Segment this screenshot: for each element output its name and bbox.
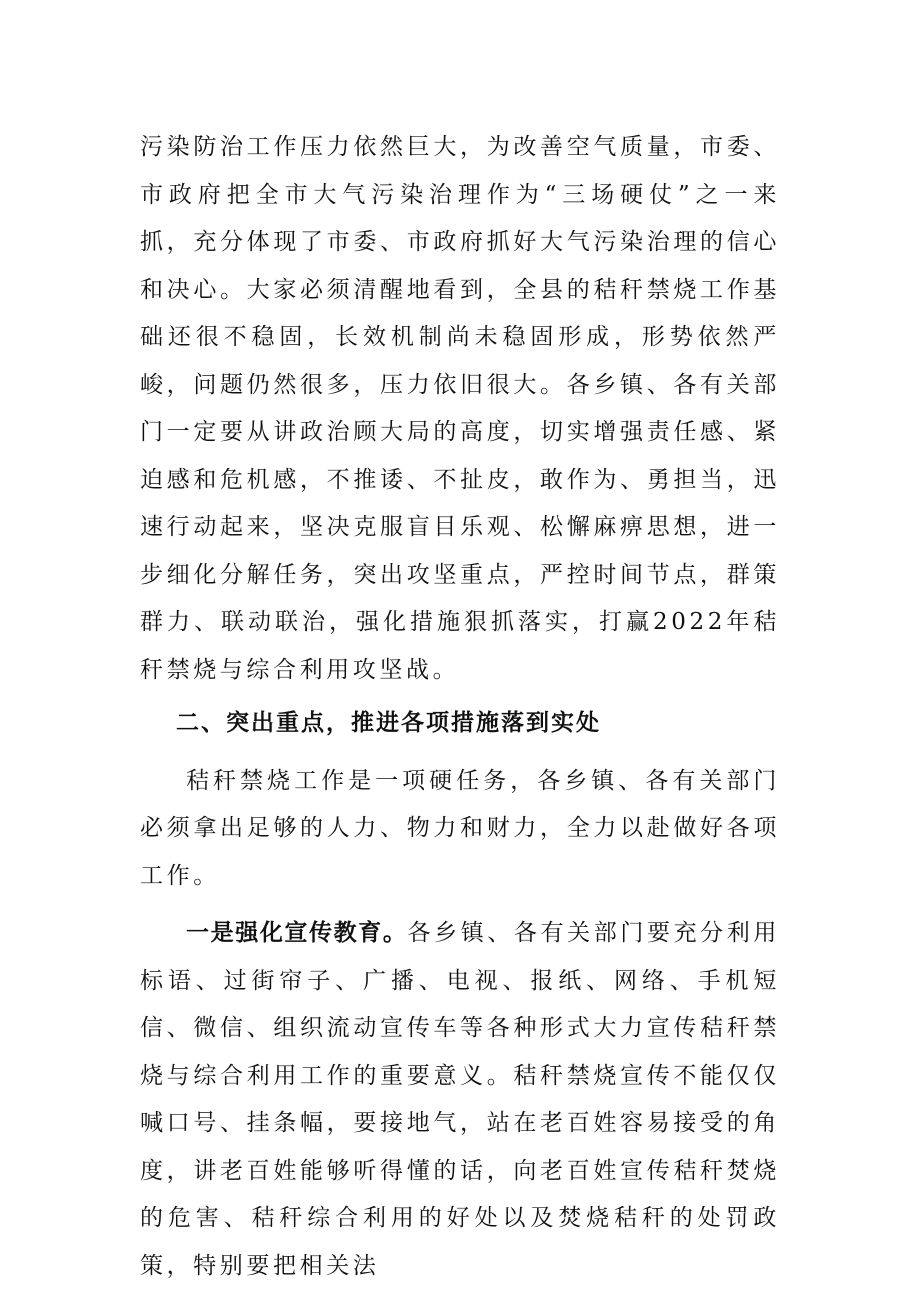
paragraph-1: 污染防治工作压力依然巨大，为改善空气质量，市委、市政府把全市大气污染治理作为“三场硬仗”之一来抓，充分体现了市委、市政府抓好大气污染治理的信心和决心。大家必须清醒地看到，全县的秸秆禁烧工作基础还很不稳固，长效机制尚未稳固形成，形势依然严峻，问题仍然很多，压力依旧很大。各乡镇、各有关部门一定要从讲政治顾大局的高度，切实增强责任感、紧迫感和危机感，不推诿、不扯皮，敢作为、勇担当，迅速行动起来，坚决克服盲目乐观、松懈麻痹思想，进一步细化分解任务，突出攻坚重点，严控时间节点，群策群力、联动联治，强化措施狠抓落实，打赢2022年秸秆禁烧与综合利用攻坚战。	[140, 134, 780, 683]
paragraph-3-lead: 一是强化宣传教育。	[186, 920, 408, 946]
document-body	[140, 124, 780, 1290]
paragraph-2: 秸秆禁烧工作是一项硬任务，各乡镇、各有关部门必须拿出足够的人力、物力和财力，全力以赴做好各项工作。	[140, 767, 780, 889]
paragraph-3	[140, 910, 780, 1290]
paragraph-3-body: 各乡镇、各有关部门要充分利用标语、过街帘子、广播、电视、报纸、网络、手机短信、微信、组织流动宣传车等各种形式大力宣传秸秆禁烧与综合利用工作的重要意义。秸秆禁烧宣传不能仅仅喊口号、挂条幅，要接地气，站在老百姓容易接受的角度，讲老百姓能够听得懂的话，向老百姓宣传秸秆焚烧的危害、秸秆综合利用的好处以及焚烧秸秆的处罚政策，特别要把相关法	[140, 920, 780, 1279]
section-heading-2: 二、突出重点，推进各项措施落到实处	[176, 710, 601, 736]
